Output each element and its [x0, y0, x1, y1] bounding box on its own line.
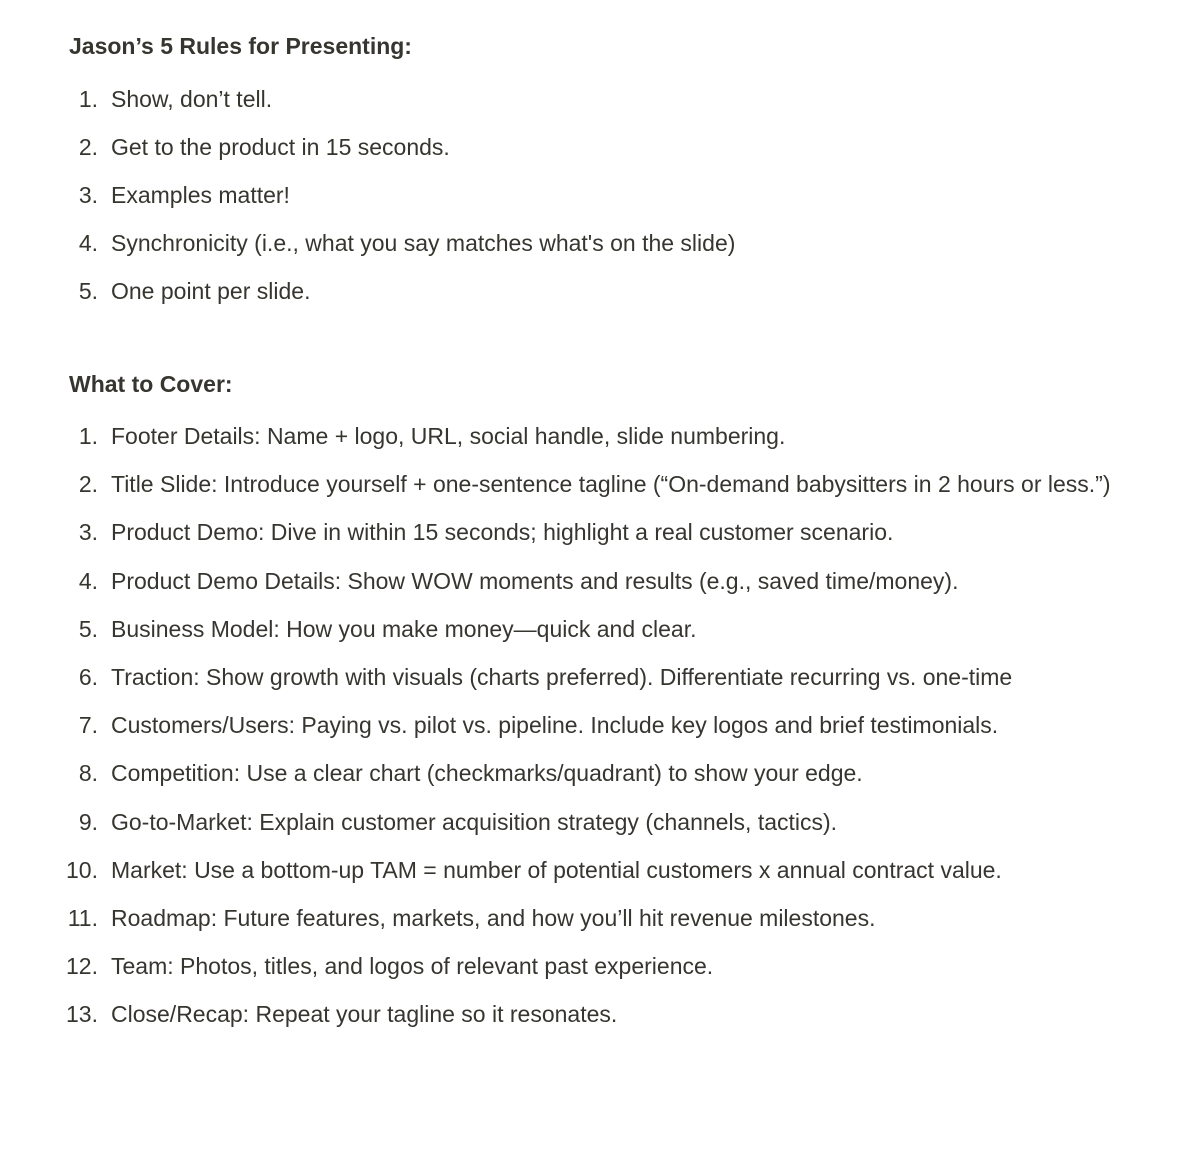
list-number: 1. [78, 86, 98, 112]
list-text: Close/Recap: Repeat your tagline so it resonates. [111, 1001, 618, 1028]
list-text: Footer Details: Name + logo, URL, social handle, slide numbering. [111, 423, 786, 449]
list-number: 12. [66, 953, 98, 980]
list-text: Customers/Users: Paying vs. pilot vs. pipeline. Include key logos and brief testimonials. [111, 712, 999, 739]
list-text: Team: Photos, titles, and logos of relevant past experience. [111, 953, 714, 980]
list-text: Market: Use a bottom-up TAM = number of potential customers x annual contract value. [111, 856, 1002, 883]
list-item [0, 129, 1200, 165]
list-item [0, 707, 1200, 743]
list-number: 2. [78, 134, 98, 161]
list-number: 6. [78, 663, 98, 690]
list-text: Traction: Show growth with visuals (charts preferred). Differentiate recurring vs. one-time [111, 663, 1013, 690]
list-number: 2. [78, 471, 98, 498]
list-number: 4. [78, 567, 98, 594]
list-item [0, 418, 1200, 454]
list-item [0, 177, 1200, 213]
list-text: Synchronicity (i.e., what you say matches what's on the slide) [111, 230, 736, 257]
list-item [0, 755, 1200, 791]
list-text: Roadmap: Future features, markets, and how you’ll hit revenue milestones. [111, 904, 876, 931]
list-number: 8. [78, 760, 98, 787]
list-number: 3. [78, 519, 98, 546]
list-number: 11. [67, 904, 98, 931]
list-text: Show, don’t tell. [111, 86, 273, 112]
list-item [0, 611, 1200, 647]
list-text: Product Demo Details: Show WOW moments and results (e.g., saved time/money). [111, 567, 959, 594]
list-item [0, 273, 1200, 309]
list-item [0, 804, 1200, 840]
list-item [0, 225, 1200, 261]
list-number: 9. [78, 808, 98, 835]
list-item [0, 563, 1200, 599]
list-number: 1. [78, 423, 98, 449]
rules-list [0, 81, 1200, 321]
list-number: 13. [66, 1001, 98, 1028]
cover-list [0, 418, 1200, 1044]
list-item [0, 514, 1200, 550]
list-text: Go-to-Market: Explain customer acquisition strategy (channels, tactics). [111, 808, 838, 835]
list-number: 5. [78, 615, 98, 642]
list-text: Product Demo: Dive in within 15 seconds; highlight a real customer scenario. [111, 519, 894, 546]
rules-heading: Jason’s 5 Rules for Presenting: [69, 33, 412, 59]
list-text: Title Slide: Introduce yourself + one-sentence tagline (“On-demand babysitters in 2 hours or less.”) [111, 471, 1111, 498]
list-item [0, 900, 1200, 936]
list-item [0, 466, 1200, 502]
list-number: 10. [66, 856, 98, 883]
list-item [0, 659, 1200, 695]
list-number: 4. [78, 230, 98, 257]
list-item [0, 852, 1200, 888]
list-text: Get to the product in 15 seconds. [111, 134, 450, 161]
list-text: Business Model: How you make money—quick and clear. [111, 615, 697, 642]
list-number: 5. [78, 278, 98, 305]
cover-heading: What to Cover: [69, 371, 233, 397]
list-text: Examples matter! [111, 182, 290, 209]
list-text: Competition: Use a clear chart (checkmarks/quadrant) to show your edge. [111, 760, 863, 787]
list-number: 7. [78, 712, 98, 739]
list-number: 3. [78, 182, 98, 209]
list-item [0, 996, 1200, 1032]
list-item [0, 948, 1200, 984]
list-item [0, 81, 1200, 117]
list-text: One point per slide. [111, 278, 311, 305]
